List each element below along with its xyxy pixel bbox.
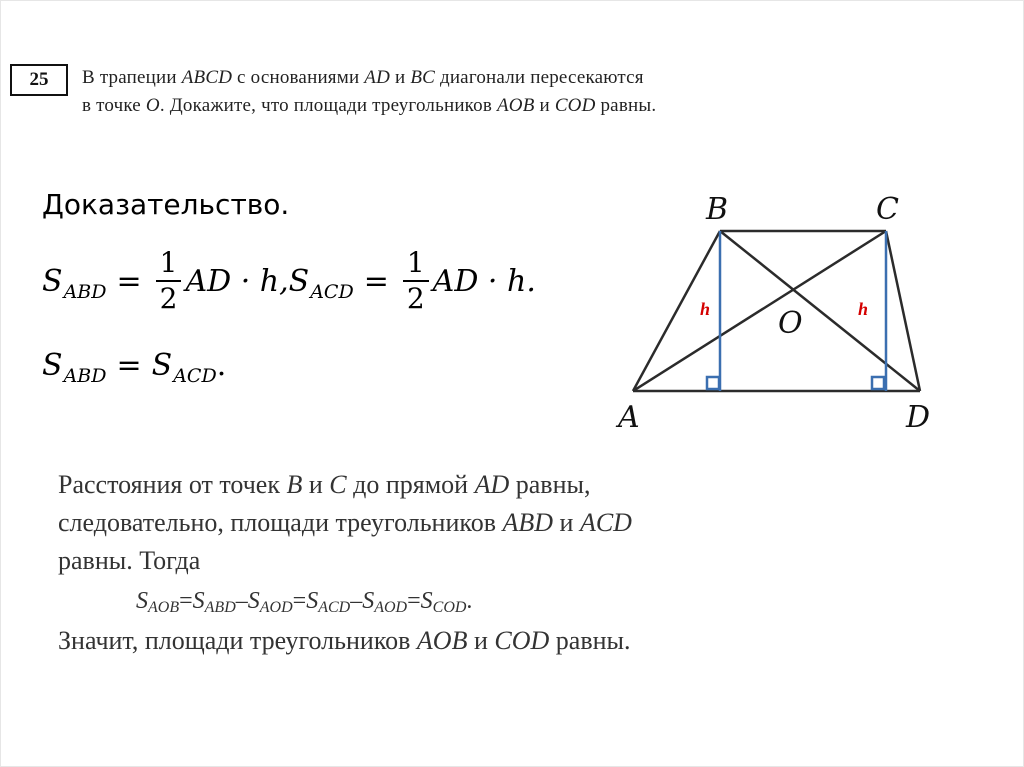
fraction-half [403, 246, 429, 316]
problem-text: диагонали пересекаются [435, 67, 644, 88]
solution-var: C [329, 470, 347, 499]
area-subscript: ACD [173, 365, 217, 387]
formula-period: . [466, 588, 473, 614]
problem-line-1 [82, 64, 842, 92]
solution-text: равны, [509, 470, 591, 499]
area-subscript: COD [432, 599, 467, 616]
right-angle-mark-c [872, 377, 884, 389]
solution-text: до прямой [346, 470, 475, 499]
area-symbol: S [362, 588, 375, 614]
problem-var: AD [364, 67, 391, 88]
area-symbol: S [306, 588, 319, 614]
solution-line-1 [58, 466, 818, 504]
intersection-label-o: O [778, 306, 803, 341]
area-subscript: AOD [374, 599, 408, 616]
area-subscript: AOB [148, 599, 180, 616]
right-angle-mark-b [707, 377, 719, 389]
problem-var: AOB [496, 95, 535, 116]
area-subscript: ABD [204, 599, 236, 616]
minus-sign: – [235, 588, 248, 614]
solution-var: B [286, 470, 303, 499]
vertex-label-b: B [706, 192, 729, 227]
problem-var: BC [410, 67, 435, 88]
problem-line-2 [82, 92, 842, 120]
solution-line-3: равны. Тогда [58, 546, 201, 575]
fraction-denominator: 2 [159, 282, 178, 315]
area-subscript: ABD [63, 281, 107, 303]
area-symbol: S [420, 588, 433, 614]
solution-text: и [467, 626, 495, 655]
solution-line-2 [58, 504, 818, 542]
formula-period: . [216, 347, 227, 383]
solution-formula [58, 580, 818, 622]
vertex-label-d: D [906, 400, 931, 435]
solution-text: Значит, площади треугольников [58, 626, 417, 655]
area-subscript: ACD [318, 599, 351, 616]
height-label-h2: h [858, 299, 869, 319]
area-symbol: S [247, 588, 260, 614]
area-symbol: S [151, 347, 173, 383]
problem-statement [82, 64, 842, 120]
solution-text: следовательно, площади треугольников [58, 508, 503, 537]
solution-text: и [553, 508, 580, 537]
fraction-numerator: 1 [403, 246, 429, 282]
equals-sign: = [363, 263, 389, 299]
diagonal-ac [633, 231, 886, 391]
vertex-label-a: A [618, 400, 640, 435]
area-symbol: S [42, 347, 63, 383]
problem-text: равны. [595, 95, 657, 116]
fraction-half [156, 246, 182, 316]
solution-text [58, 466, 818, 660]
problem-number: 25 [10, 64, 68, 96]
minus-sign: – [350, 588, 363, 614]
solution-var: COD [494, 626, 550, 655]
area-symbol: S [288, 263, 310, 299]
fraction-numerator: 1 [156, 246, 182, 282]
problem-text: с основаниями [232, 67, 365, 88]
problem-text: В трапеции [82, 67, 182, 88]
solution-text: и [302, 470, 330, 499]
area-symbol: S [192, 588, 205, 614]
problem-text: и [534, 95, 555, 116]
problem-text: в точке [82, 95, 146, 116]
solution-text: равны. [549, 626, 631, 655]
solution-text: Расстояния от точек [58, 470, 287, 499]
problem-var: COD [554, 95, 596, 116]
problem-var: O [145, 95, 160, 116]
area-symbol: S [136, 588, 148, 614]
area-subscript: ACD [310, 281, 354, 303]
proof-title: Доказательство. [42, 188, 290, 221]
area-symbol: S [42, 263, 63, 299]
height-label-h1: h [700, 299, 711, 319]
area-subscript: AOD [259, 599, 293, 616]
area-equality [42, 340, 226, 390]
problem-text: и [390, 67, 411, 88]
equals-sign: = [116, 263, 142, 299]
solution-line-5 [58, 622, 818, 660]
solution-var: AOB [416, 626, 468, 655]
equals-sign: = [407, 588, 421, 614]
formula-expression: AD · h, [185, 263, 289, 299]
solution-var: ABD [502, 508, 554, 537]
problem-var: ABCD [181, 67, 233, 88]
equals-sign: = [292, 588, 307, 614]
vertex-label-c: C [876, 192, 899, 227]
trapezoid-diagram [600, 185, 980, 435]
equals-sign: = [179, 588, 193, 614]
area-subscript: ABD [63, 365, 107, 387]
equals-sign: = [116, 347, 142, 383]
area-formulas [42, 238, 536, 324]
solution-var: ACD [579, 508, 632, 537]
fraction-denominator: 2 [406, 282, 425, 315]
problem-text: . Докажите, что площади треугольников [159, 95, 497, 116]
solution-var: AD [474, 470, 510, 499]
formula-expression: AD · h. [432, 263, 536, 299]
